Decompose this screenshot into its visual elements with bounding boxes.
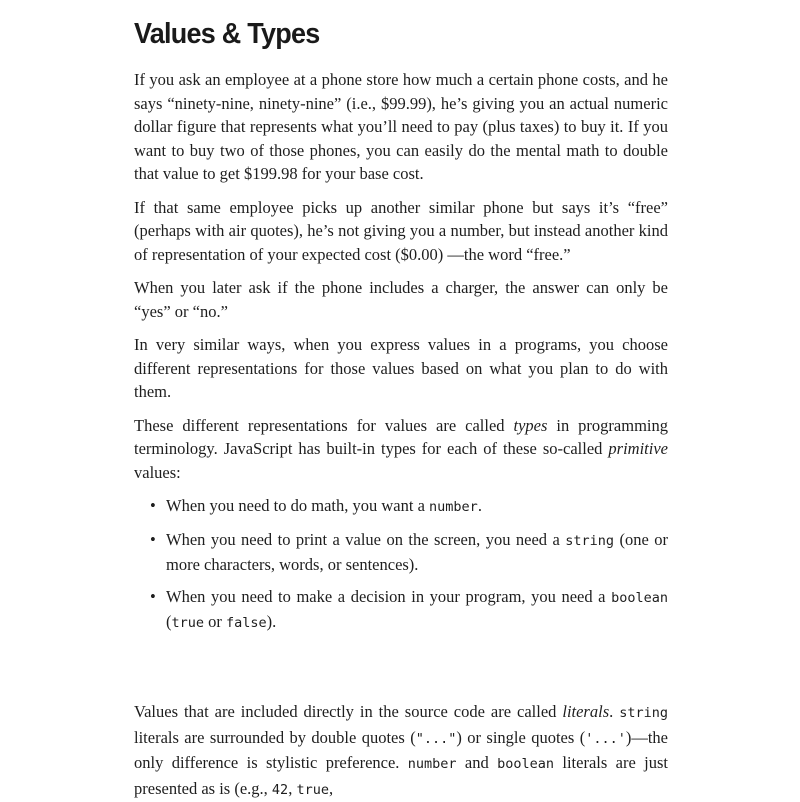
- paragraph-charger: When you later ask if the phone includes a charger, the answer can only be “yes” or “no.”: [134, 278, 668, 321]
- paragraph-representations: In very similar ways, when you express values in a programs, you choose different representations for those values based on what you plan to do with them.: [134, 335, 668, 401]
- text-span: These different representations for values are called: [134, 415, 514, 435]
- text-span: .: [477, 496, 482, 515]
- code-double-quotes: "...": [415, 730, 457, 747]
- code-single-quotes: '...': [585, 730, 626, 747]
- text-span: (one or more characters, words, or sentences).: [166, 529, 668, 574]
- text-span: When you need to make a decision in your program, you need a: [166, 586, 612, 606]
- code-string: string: [619, 705, 668, 721]
- code-boolean: boolean: [497, 756, 555, 772]
- text-span: ).: [266, 612, 277, 631]
- code-true: true: [171, 615, 205, 631]
- code-number: number: [407, 756, 457, 772]
- code-boolean: boolean: [611, 589, 668, 606]
- text-span: literals are just presented as is (e.g.,: [134, 753, 668, 798]
- text-span: literals are surrounded by double quotes (: [134, 727, 416, 747]
- types-bullet-list: [134, 494, 668, 636]
- text-span: ,: [328, 778, 334, 798]
- text-span: ) or single quotes (: [456, 727, 586, 747]
- text-span: .: [609, 702, 620, 721]
- emphasis-primitive: primitive: [608, 439, 668, 458]
- code-number: number: [429, 499, 478, 515]
- text-span: Values that are included directly in the source code are called: [134, 702, 563, 721]
- paragraph-literals: [134, 700, 668, 802]
- text-span: (: [166, 612, 172, 631]
- bullet-boolean: [166, 585, 668, 636]
- section-heading: Values & Types: [134, 18, 320, 50]
- bullet-string: [166, 528, 668, 577]
- text-span: When you need to print a value on the screen, you need a: [166, 529, 566, 549]
- text-span: and: [456, 753, 498, 772]
- paragraph-types: [134, 414, 668, 485]
- bullet-number: [166, 494, 668, 520]
- emphasis-literals: literals: [562, 702, 610, 721]
- text-span: ,: [288, 778, 297, 798]
- code-42: 42: [271, 781, 289, 798]
- code-true: true: [296, 781, 329, 798]
- code-false: false: [226, 615, 267, 631]
- paragraph-free-phone: If that same employee picks up another similar phone but says it’s “free” (perhaps with air quotes), he’s not giving you a number, but instead another kind of representation of your expected cost ($0.00) —the word “free.”: [134, 197, 668, 264]
- emphasis-types: types: [513, 415, 548, 435]
- text-span: in programming terminology. JavaScript has built-in types for each of these so-called: [134, 415, 668, 458]
- text-span: When you need to do math, you want a: [166, 496, 430, 515]
- text-span: )—the only difference is stylistic preference.: [134, 727, 668, 772]
- text-span: or: [204, 612, 227, 631]
- code-string: string: [565, 532, 615, 549]
- paragraph-phone-price: If you ask an employee at a phone store how much a certain phone costs, and he says “ninety-nine, ninety-nine” (i.e., $99.99), he’s giving you an actual numeric dollar figure that represents what you’ll need to pay (plus taxes) to buy it. If you want to buy two of those phones, you can easily do the mental math to double that value to get $199.98 for your base cost.: [134, 70, 668, 183]
- text-span: values:: [134, 462, 181, 482]
